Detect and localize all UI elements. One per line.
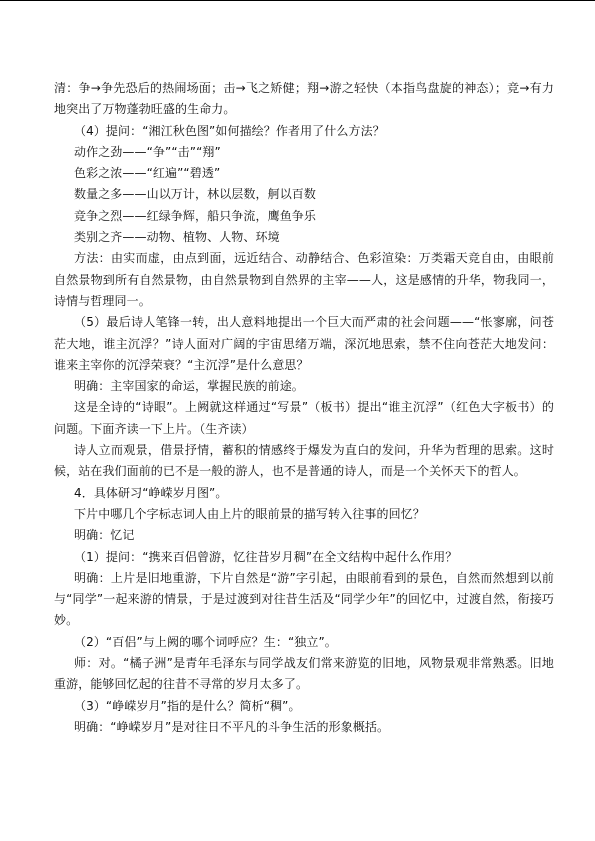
paragraph: 方法：由实而虚，由点到面，远近结合、动静结合、色彩渲染：万类霜天竞自由，由眼前自然景物到所有自然景物，由自然景物到自然界的主宰——人，这是感情的升华，物我同一，诗情与哲理同一。 — [54, 251, 554, 308]
paragraph: 下片中哪几个字标志词人由上片的眼前景的描写转入往事的回忆？ — [74, 506, 425, 521]
header-rule — [0, 0, 595, 1]
document-body — [54, 78, 554, 738]
paragraph: 诗人立而观景，借景抒情，蓄积的情感终于爆发为直白的发问，升华为哲理的思索。这时候，站在我们面前的已不是一般的游人，也不是普通的诗人，而是一个关怀天下的哲人。 — [54, 443, 554, 479]
paragraph: 明确：忆记 — [74, 528, 135, 543]
paragraph: （4）提问：“湘江秋色图”如何描绘？作者用了什么方法？ — [74, 123, 385, 138]
paragraph: （1）提问：“携来百侣曾游，忆往昔岁月稠”在全文结构中起什么作用？ — [74, 549, 458, 564]
paragraph: 明确：“峥嵘岁月”是对往日不平凡的斗争生活的形象概括。 — [74, 719, 390, 734]
paragraph: 数量之多——山以万计，林以层数，舸以百数 — [74, 187, 317, 202]
paragraph: （3）“峥嵘岁月”指的是什么？简析“稠”。 — [74, 698, 301, 713]
paragraph: 类别之齐——动物、植物、人物、环境 — [74, 230, 280, 245]
paragraph: 明确：上片是旧地重游，下片自然是“游”字引起，由眼前看到的景色，自然而然想到以前与“同学”一起来游的情景，于是过渡到对往昔生活及“同学少年”的回忆中，过渡自然，衔接巧妙。 — [54, 570, 554, 628]
paragraph: 动作之劲——“争”“击”“翔” — [74, 144, 221, 159]
paragraph: 色彩之浓——“红遍”“碧透” — [74, 166, 221, 181]
paragraph: 师：对。“橘子洲”是青年毛泽东与同学战友们常来游览的旧地，风物景观非常熟悉。旧地重游，能够回忆起的往昔不寻常的岁月太多了。 — [54, 656, 554, 692]
paragraph: （2）“百侣”与上阙的哪个词呼应？生：“独立”。 — [74, 634, 337, 649]
paragraph: 清：争→争先恐后的热闹场面；击→飞之矫健；翔→游之轻快（本指鸟盘旋的神态）；竞→有力地突出了万物蓬勃旺盛的生命力。 — [54, 81, 554, 117]
paragraph: 竞争之烈——红绿争辉，船只争流，鹰鱼争乐 — [74, 208, 317, 223]
paragraph: 明确：主宰国家的命运，掌握民族的前途。 — [74, 379, 304, 394]
paragraph: 这是全诗的“诗眼”。上阙就这样通过“写景”（板书）提出“谁主沉浮”（红色大字板书）的问题。下面齐读一下上片。（生齐读） — [54, 400, 554, 436]
paragraph: （5）最后诗人笔锋一转，出人意料地提出一个巨大而严肃的社会问题——“怅寥廓，问苍茫大地，谁主沉浮？”诗人面对广阔的宇宙思绪万端，深沉地思索，禁不住向苍茫大地发问：谁来主宰你的沉浮荣衰？“主沉浮”是什么意思？ — [54, 315, 554, 372]
paragraph: 4．具体研习“峥嵘岁月图”。 — [74, 485, 228, 500]
